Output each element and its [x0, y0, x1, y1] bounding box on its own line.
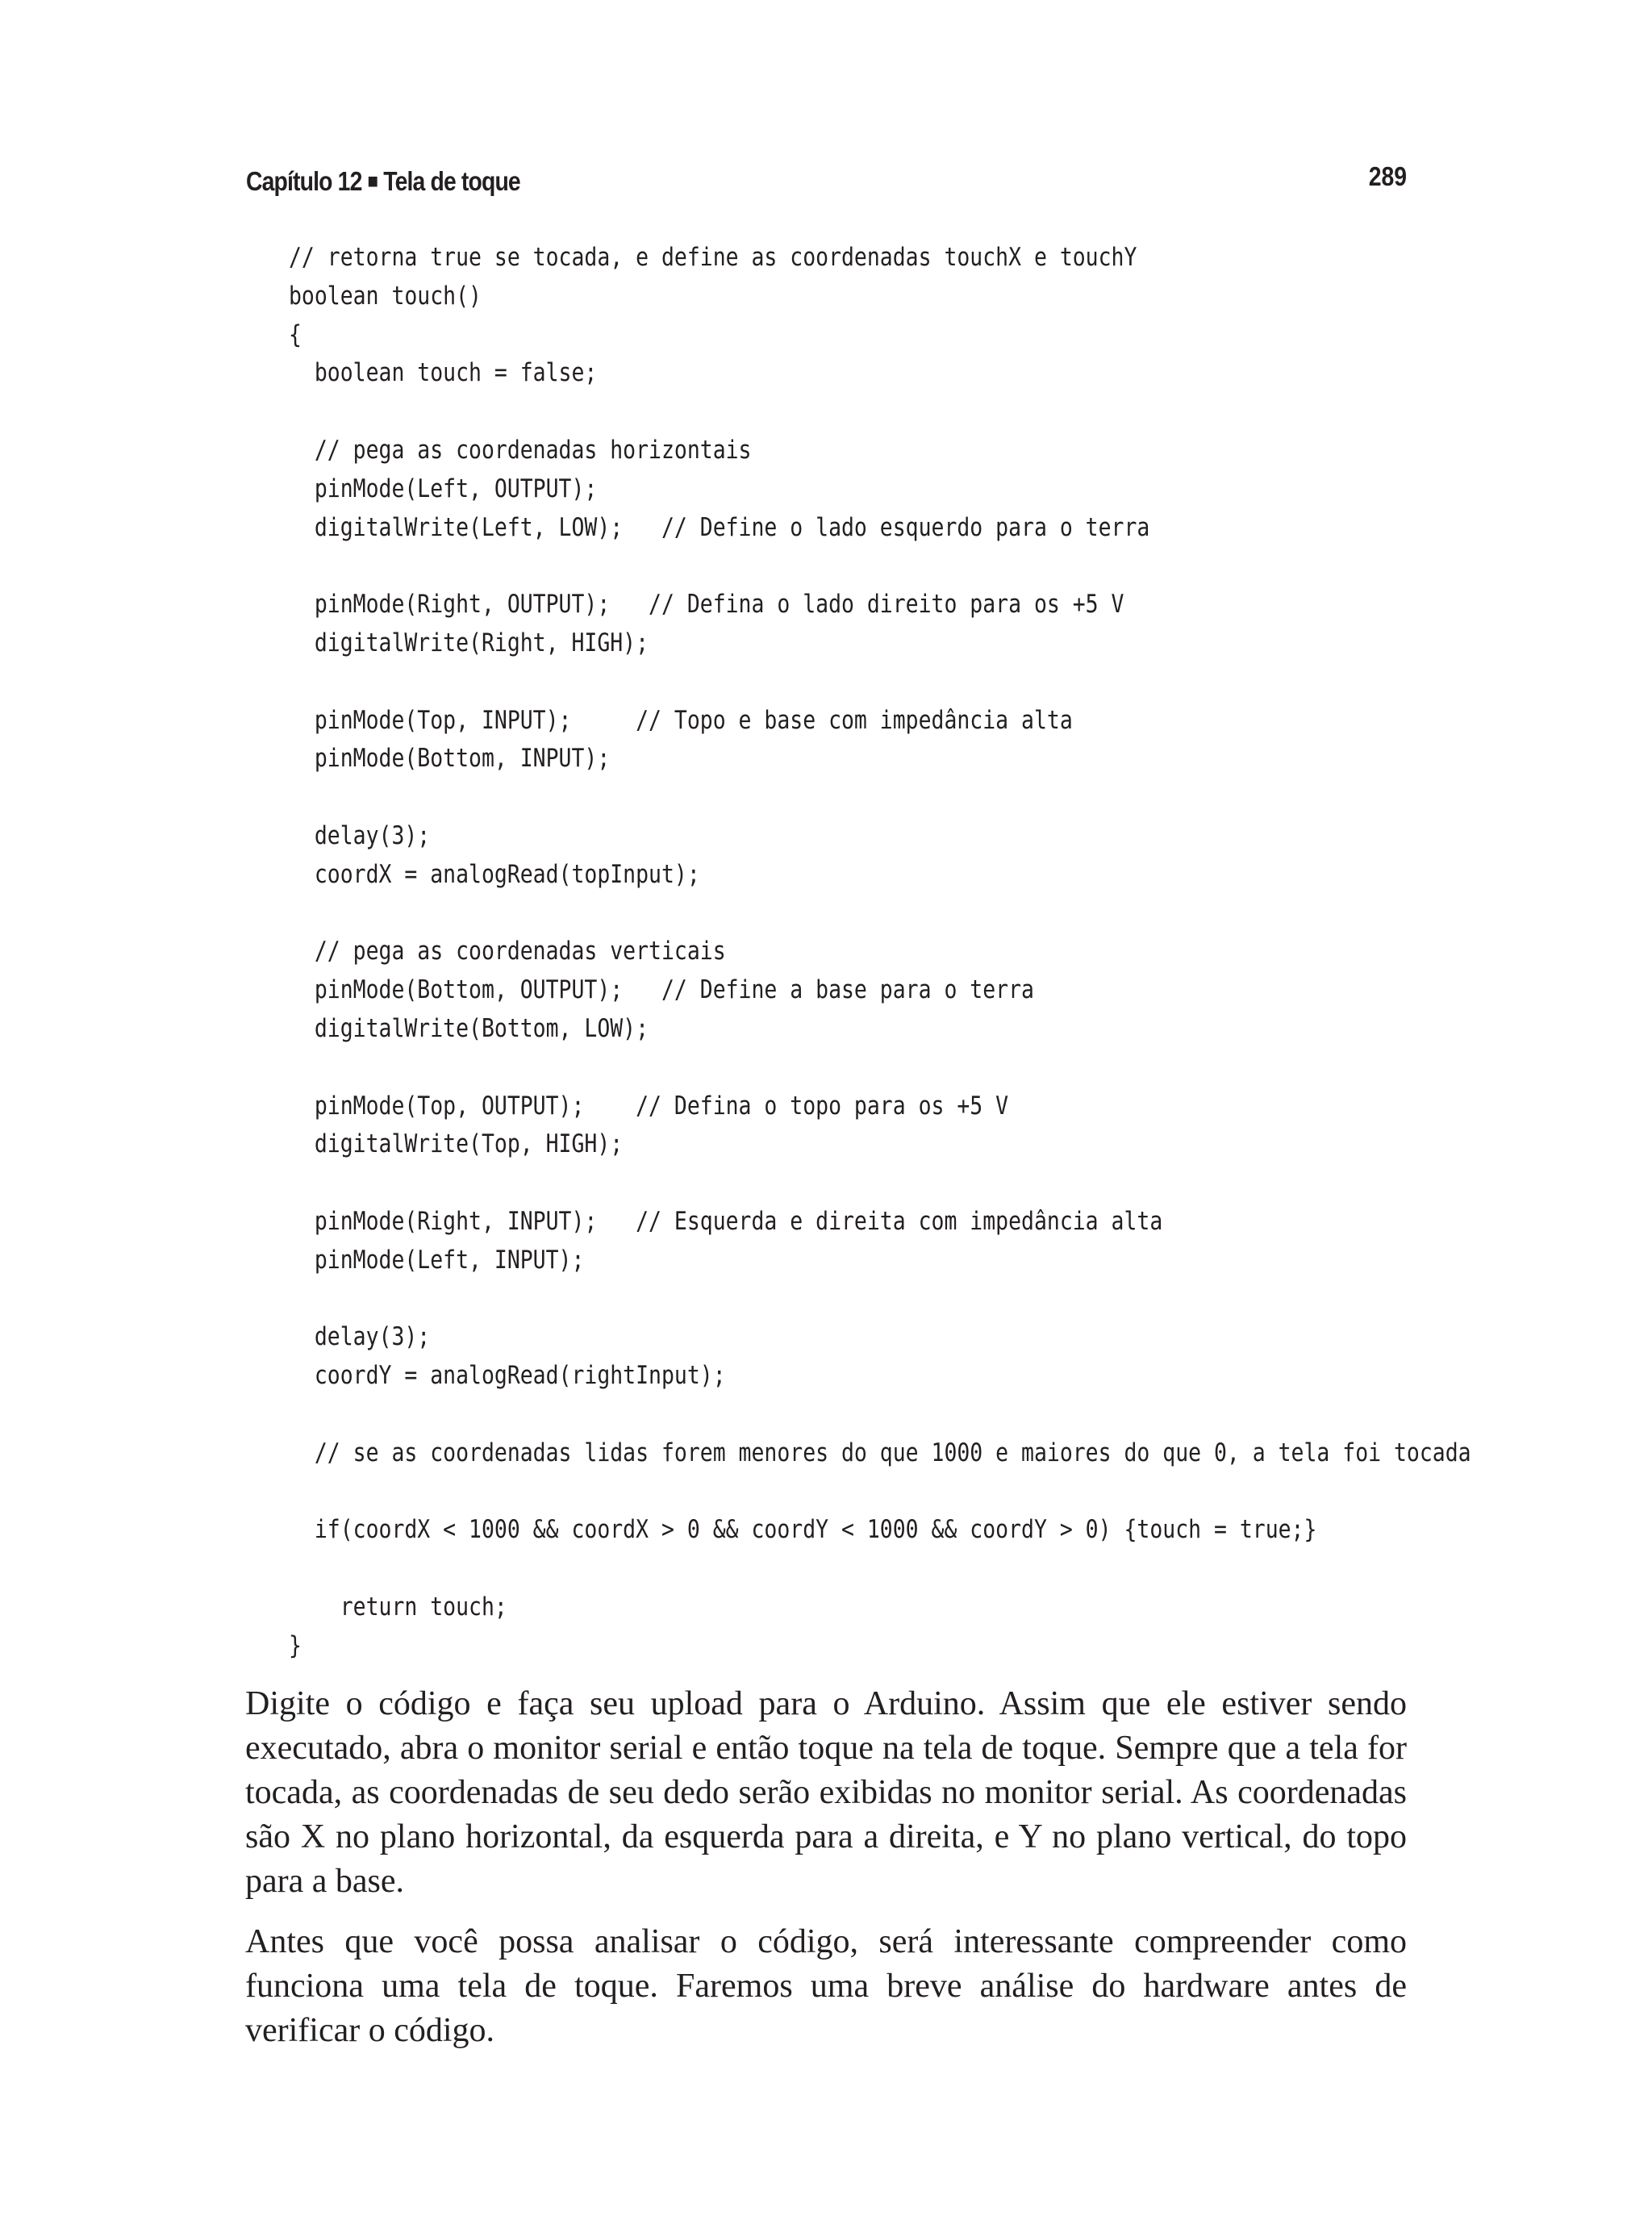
code-line: [289, 1049, 1471, 1087]
chapter-label: Capítulo 12: [246, 166, 362, 196]
code-line: delay(3);: [289, 820, 431, 850]
code-line: boolean touch(): [289, 281, 482, 311]
code-line: pinMode(Bottom, INPUT);: [289, 744, 611, 774]
code-line: pinMode(Left, OUTPUT);: [289, 474, 598, 503]
code-line: pinMode(Right, INPUT); // Esquerda e direita com impedância alta: [289, 1206, 1163, 1236]
code-line: coordX = analogRead(topInput);: [289, 859, 700, 889]
code-line: [289, 1396, 1471, 1434]
code-line: // se as coordenadas lidas forem menores do que 1000 e maiores do que 0, a tela foi tocada: [289, 1438, 1471, 1467]
code-line: return touch;: [289, 1592, 507, 1622]
code-line: // pega as coordenadas verticais: [289, 937, 726, 966]
code-line: pinMode(Left, INPUT);: [289, 1245, 585, 1275]
code-line: pinMode(Bottom, OUTPUT); // Define a base para o terra: [289, 975, 1034, 1005]
code-line: pinMode(Top, INPUT); // Topo e base com impedância alta: [289, 705, 1073, 735]
code-line: [289, 778, 1471, 817]
code-line: pinMode(Top, OUTPUT); // Defina o topo para os +5 V: [289, 1091, 1009, 1121]
code-line: digitalWrite(Left, LOW); // Define o lado esquerdo para o terra: [289, 512, 1150, 542]
code-line: [289, 1164, 1471, 1203]
code-line: digitalWrite(Bottom, LOW);: [289, 1013, 649, 1043]
running-head: [246, 166, 520, 197]
section-title: Tela de toque: [383, 166, 520, 196]
code-listing: [289, 239, 1652, 1665]
code-line: delay(3);: [289, 1322, 431, 1352]
body-paragraph: Digite o código e faça seu upload para o Arduino. Assim que ele estiver sendo executado, abra o monitor serial e então toque na tela de toque. Sempre que a tela for tocada, as coordenadas de seu dedo serão exibidas no monitor serial. As coordenadas são X no plano horizontal, da esquerda para a direita, e Y no plano vertical, do topo para a base.: [245, 1685, 1407, 1900]
code-line: [289, 1550, 1471, 1588]
code-line: // pega as coordenadas horizontais: [289, 435, 752, 465]
code-line: [289, 1280, 1471, 1319]
code-line: digitalWrite(Top, HIGH);: [289, 1129, 624, 1159]
code-line: digitalWrite(Right, HIGH);: [289, 628, 649, 657]
code-line: [289, 393, 1471, 432]
code-line: if(coordX < 1000 && coordX > 0 && coordY < 1000 && coordY > 0) {touch = true;}: [289, 1515, 1317, 1545]
body-paragraph: Antes que você possa analisar o código, será interessante compreender como funciona uma tela de toque. Faremos uma breve análise do hardware antes de verificar o código.: [245, 1923, 1407, 2049]
square-separator-icon: ■: [367, 169, 378, 193]
code-line: [289, 663, 1471, 702]
code-line: pinMode(Right, OUTPUT); // Defina o lado direito para os +5 V: [289, 590, 1124, 620]
code-line: [289, 895, 1471, 933]
code-line: }: [289, 1630, 302, 1660]
page-number: 289: [1368, 161, 1407, 191]
code-line: {: [289, 319, 302, 349]
code-line: [289, 1473, 1471, 1512]
code-line: boolean touch = false;: [289, 358, 598, 388]
code-line: [289, 547, 1471, 586]
code-line: coordY = analogRead(rightInput);: [289, 1361, 726, 1391]
code-line: // retorna true se tocada, e define as coordenadas touchX e touchY: [289, 243, 1137, 272]
